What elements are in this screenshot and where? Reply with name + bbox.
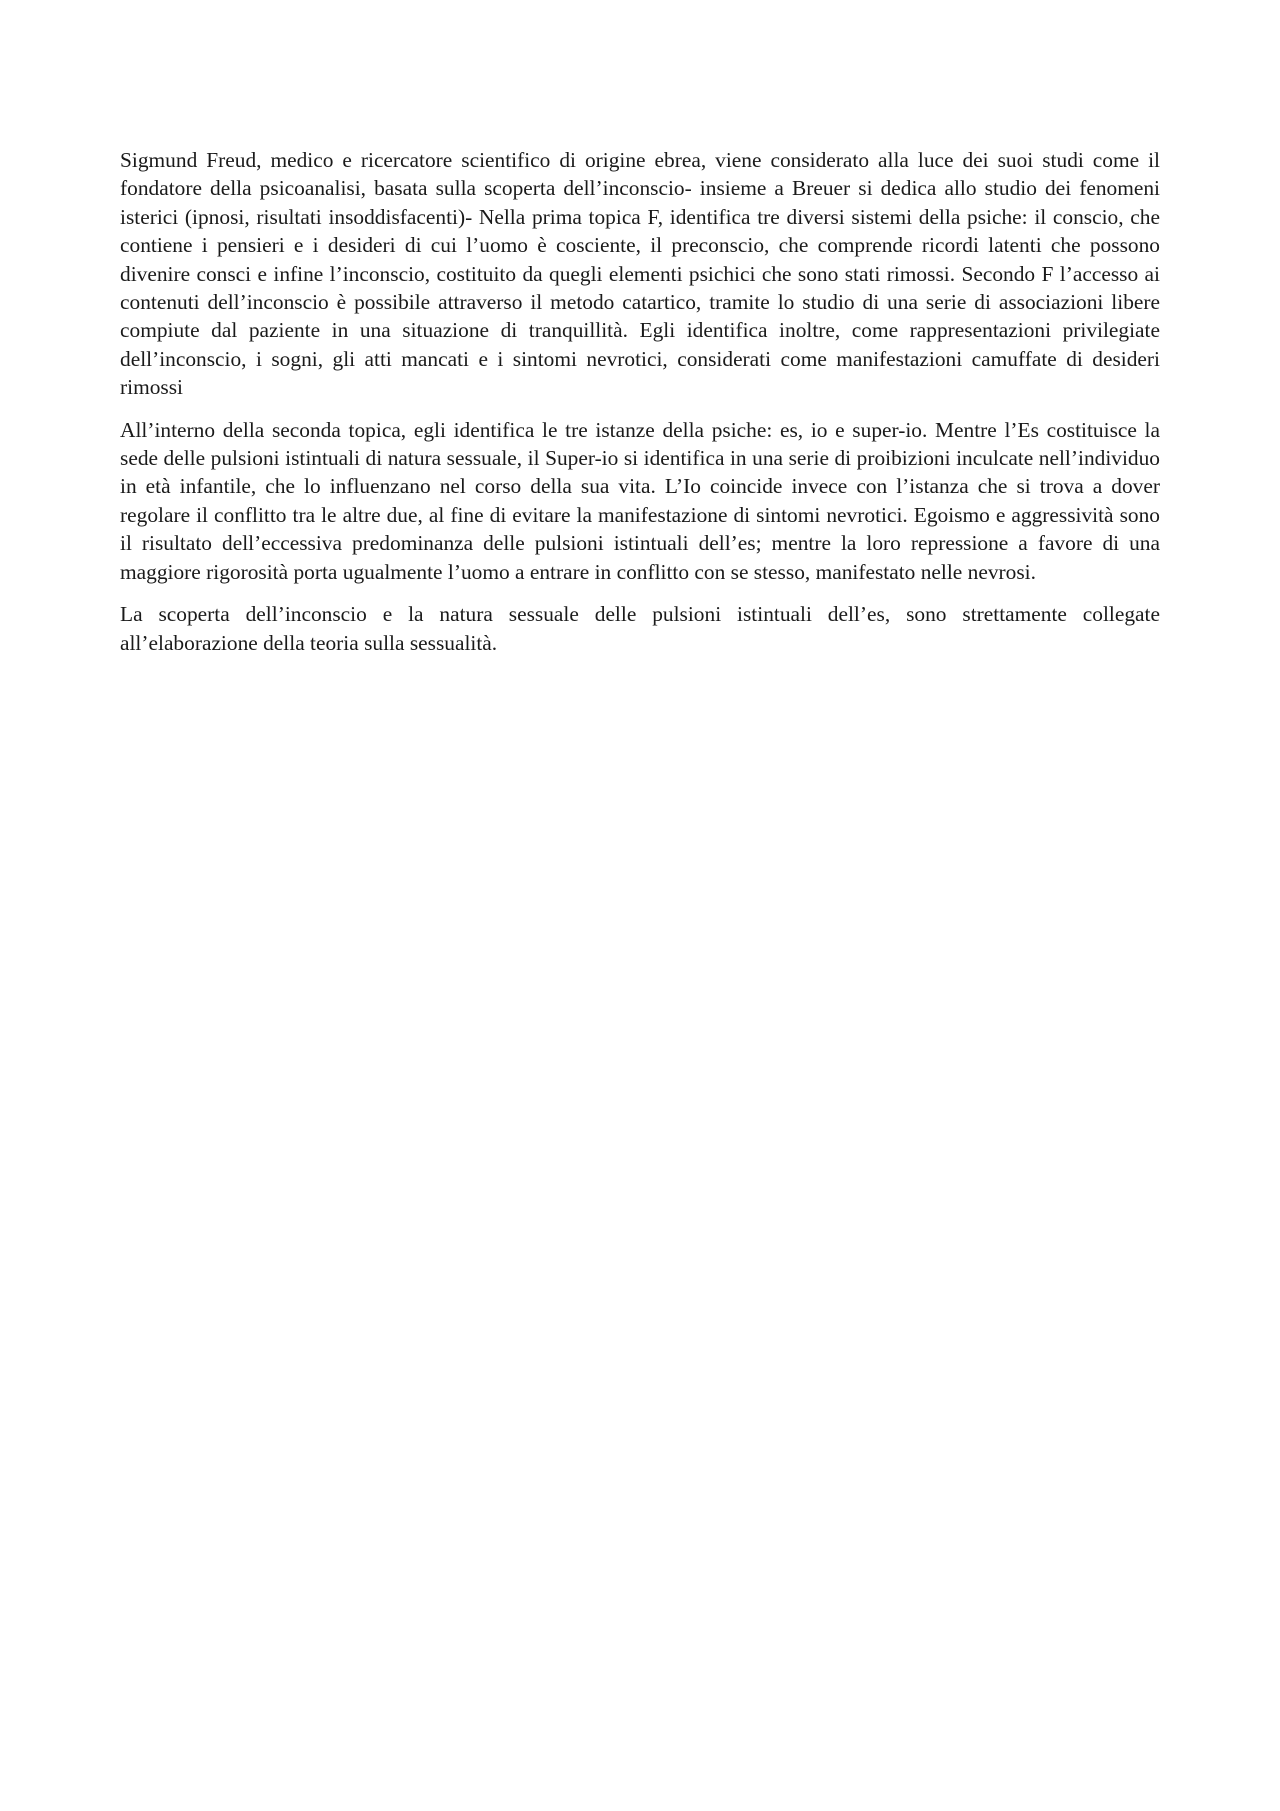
document-body bbox=[120, 146, 1160, 671]
paragraph-sexuality-theory: La scoperta dell’inconscio e la natura sessuale delle pulsioni istintuali dell’es, sono strettamente collegate all’elaborazione della teoria sulla sessualità. bbox=[120, 602, 1160, 655]
paragraph-freud-first-topic: Sigmund Freud, medico e ricercatore scientifico di origine ebrea, viene considerato alla luce dei suoi studi come il fondatore della psicoanalisi, basata sulla scoperta dell’inconscio- insieme a Breuer si dedica allo studio dei fenomeni isterici (ipnosi, risultati insoddisfacenti)- Nella prima topica F, identifica tre diversi sistemi della psiche: il conscio, che contiene i pensieri e i desideri di cui l’uomo è cosciente, il preconscio, che comprende ricordi latenti che possono divenire consci e infine l’inconscio, costituito da quegli elementi psichici che sono stati rimossi. Secondo F l’accesso ai contenuti dell’inconscio è possibile attraverso il metodo catartico, tramite lo studio di una serie di associazioni libere compiute dal paziente in una situazione di tranquillità. Egli identifica inoltre, come rappresentazioni privilegiate dell’inconscio, i sogni, gli atti mancati e i sintomi nevrotici, considerati come manifestazioni camuffate di desideri rimossi bbox=[120, 148, 1160, 400]
paragraph-second-topic: All’interno della seconda topica, egli identifica le tre istanze della psiche: es, io e super-io. Mentre l’Es costituisce la sede delle pulsioni istintuali di natura sessuale, il Super-io si identifica in una serie di proibizioni inculcate nell’individuo in età infantile, che lo influenzano nel corso della sua vita. L’Io coincide invece con l’istanza che si trova a dover regolare il conflitto tra le altre due, al fine di evitare la manifestazione di sintomi nevrotici. Egoismo e aggressività sono il risultato dell’eccessiva predominanza delle pulsioni istintuali dell’es; mentre la loro repressione a favore di una maggiore rigorosità porta ugualmente l’uomo a entrare in conflitto con se stesso, manifestato nelle nevrosi. bbox=[120, 417, 1160, 584]
